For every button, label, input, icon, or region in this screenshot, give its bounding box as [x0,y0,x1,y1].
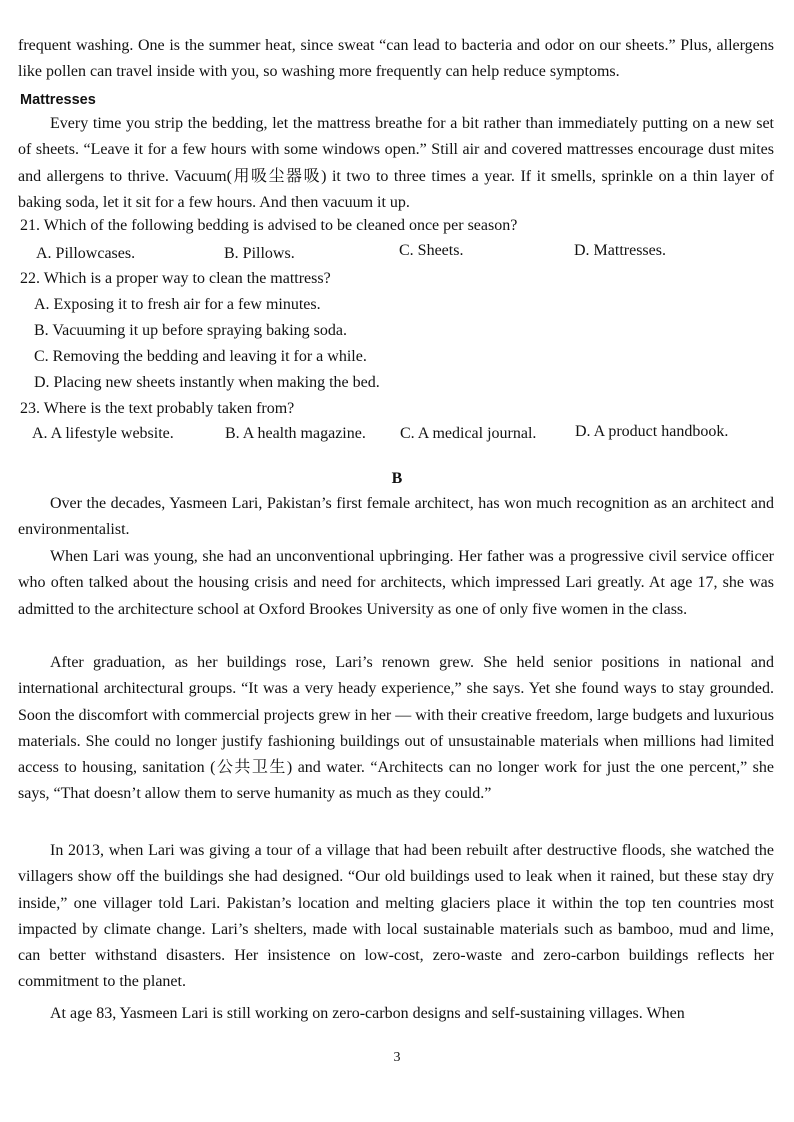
intro-paragraph: frequent washing. One is the summer heat, since sweat “can lead to bacteria and odor on our sheets.” Plus, allergens like pollen can travel inside with you, so washing more frequently can help reduce symptoms. [18,37,774,81]
passage-b-paragraph-1: Over the decades, Yasmeen Lari, Pakistan’s first female architect, has won much recognition as an architect and environmentalist. [18,495,774,539]
question-23-stem: 23. Where is the text probably taken from? [20,400,295,417]
page-number: 3 [393,1050,401,1065]
mattresses-paragraph: Every time you strip the bedding, let the mattress breathe for a bit rather than immediately putting on a new set of sheets. “Leave it for a few hours with some windows open.” Still air and covered mattresses encourage dust mites and allergens to thrive. Vacuum(用吸尘器吸) it two to three times a year. If it smells, sprinkle on a thin layer of baking soda, let it sit for a few hours. And then vacuum it up. [18,115,774,211]
question-23-option-a: A. A lifestyle website. [32,425,174,442]
question-21-stem: 21. Which of the following bedding is advised to be cleaned once per season? [20,217,518,234]
passage-b-paragraph-4: In 2013, when Lari was giving a tour of a village that had been rebuilt after destructive floods, she watched the villagers show off the buildings she had designed. “Our old buildings used to leak when it rained, but these stay dry inside,” one villager told Lari. Pakistan’s location and melting glaciers place it within the top ten countries most impacted by climate change. Lari’s shelters, made with local sustainable materials such as bamboo, mud and lime, can better withstand disasters. Her insistence on low-cost, zero-waste and zero-carbon buildings reflects her commitment to the planet. [18,842,774,991]
section-b-heading: B [391,470,403,487]
question-21-option-b: B. Pillows. [224,245,295,262]
mattresses-heading: Mattresses [20,92,96,108]
question-21-option-d: D. Mattresses. [574,242,666,259]
question-23-option-c: C. A medical journal. [400,425,537,442]
question-22-option-c: C. Removing the bedding and leaving it for a while. [34,348,367,365]
passage-b-paragraph-3: After graduation, as her buildings rose, Lari’s renown grew. She held senior positions in national and international architectural groups. “It was a very heady experience,” she says. Yet she found ways to stay grounded. Soon the discomfort with commercial projects grew in her — with their creative freedom, large budgets and luxurious materials. She could no longer justify fashioning buildings out of unsustainable materials when millions had limited access to housing, sanitation (公共卫生) and water. “Architects can no longer work for just the one percent,” she says, “That doesn’t allow them to serve humanity as much as they could.” [18,654,774,803]
passage-b-paragraph-5: At age 83, Yasmeen Lari is still working on zero-carbon designs and self-sustaining villages. When [50,1005,685,1022]
question-22-stem: 22. Which is a proper way to clean the mattress? [20,270,331,287]
question-22-option-a: A. Exposing it to fresh air for a few minutes. [34,296,321,313]
question-22-option-d: D. Placing new sheets instantly when making the bed. [34,374,380,391]
question-23-option-d: D. A product handbook. [575,423,729,440]
passage-b-paragraph-2: When Lari was young, she had an unconventional upbringing. Her father was a progressive civil service officer who often talked about the housing crisis and need for architects, which impressed Lari greatly. At age 17, she was admitted to the architecture school at Oxford Brookes University as one of only five women in the class. [18,548,774,618]
question-21-option-c: C. Sheets. [399,242,464,259]
question-21-option-a: A. Pillowcases. [36,245,136,262]
question-23-option-b: B. A health magazine. [225,425,366,442]
question-22-option-b: B. Vacuuming it up before spraying baking soda. [34,322,347,339]
